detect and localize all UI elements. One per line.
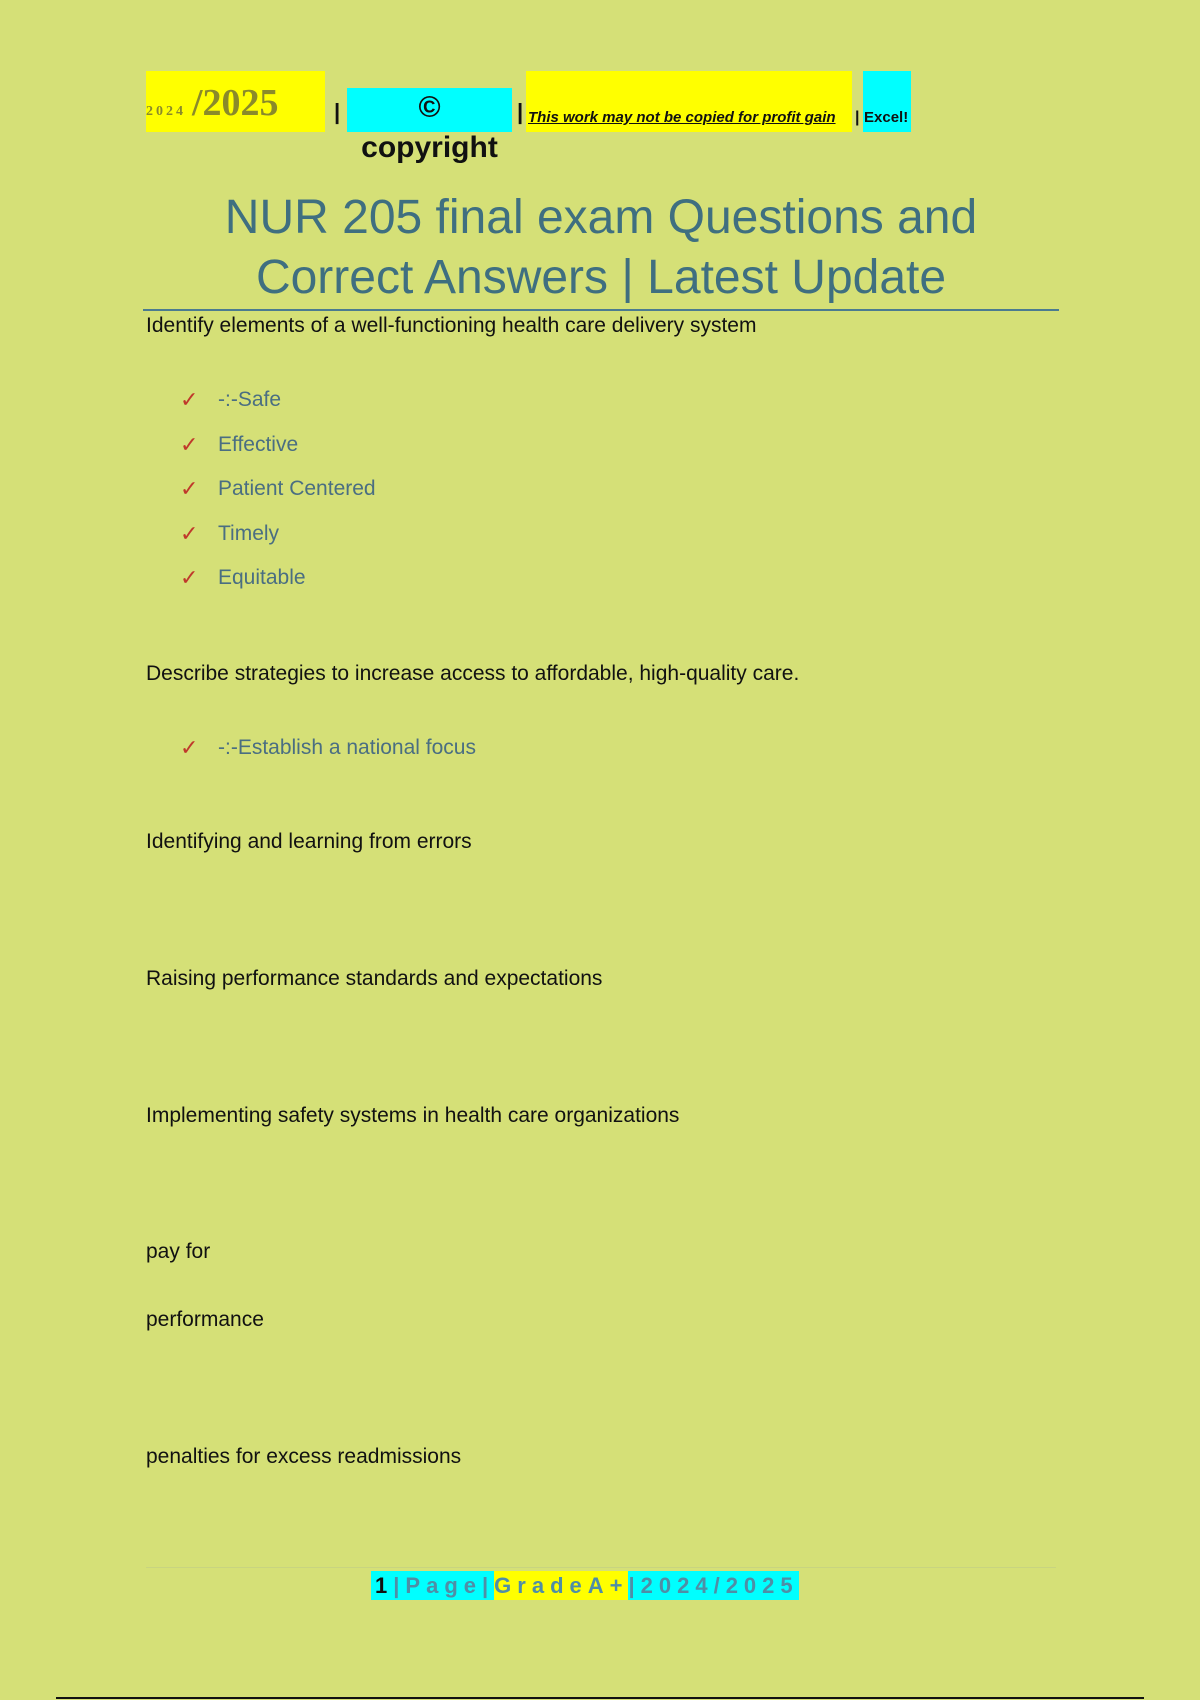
answer-list-1: [180, 378, 376, 601]
paragraph-errors: Identifying and learning from errors: [146, 830, 472, 853]
check-icon: ✓: [180, 431, 199, 457]
copyright-badge: © copyright: [347, 88, 512, 132]
paragraph-penalties: penalties for excess readmissions: [146, 1445, 462, 1468]
excel-text: Excel!: [864, 109, 909, 126]
list-item: [180, 378, 376, 423]
header-strip: [146, 71, 911, 164]
answer-list-2: [180, 726, 476, 771]
page-footer: [371, 1571, 799, 1600]
answer-text: Patient Centered: [218, 477, 376, 500]
page-label: |Page|: [393, 1573, 495, 1598]
page-title: [146, 188, 1056, 308]
header-separator: |: [517, 99, 524, 124]
grade-label: GradeA+: [494, 1573, 629, 1598]
list-item: [180, 512, 376, 557]
footer-year: |2024/2025: [628, 1573, 799, 1598]
list-item: [180, 467, 376, 512]
paragraph-safety: Implementing safety systems in health care organizations: [146, 1104, 680, 1127]
copy-notice-badge: [526, 71, 852, 132]
header-separator: |: [855, 109, 860, 126]
title-line-1: NUR 205 final exam Questions and: [224, 191, 978, 244]
answer-text: -:-Establish a national focus: [218, 736, 476, 759]
page-bottom-border: [56, 1697, 1144, 1699]
copy-notice-text: This work may not be copied for profit gain: [528, 109, 836, 126]
check-icon: ✓: [180, 565, 199, 590]
year-big: /2025: [192, 82, 279, 124]
footer-divider: [146, 1567, 1056, 1568]
list-item: [180, 556, 376, 601]
answer-text: -:-Safe: [218, 388, 282, 411]
year-badge: [146, 71, 325, 132]
check-icon: ✓: [180, 476, 199, 501]
answer-text: Equitable: [218, 566, 306, 589]
question-2: Describe strategies to increase access to affordable, high-quality care.: [146, 662, 800, 685]
list-item: [180, 726, 476, 771]
title-line-2: Correct Answers | Latest Update: [255, 251, 947, 304]
title-divider: [143, 309, 1059, 311]
page-number: 1: [371, 1571, 393, 1600]
check-icon: ✓: [180, 387, 199, 412]
list-item: [180, 423, 376, 468]
check-icon: ✓: [180, 520, 199, 546]
paragraph-pay-for: pay for: [146, 1240, 211, 1263]
question-1: Identify elements of a well-functioning health care delivery system: [146, 314, 757, 337]
paragraph-performance: performance: [146, 1308, 264, 1331]
header-separator: |: [334, 99, 341, 124]
answer-text: Timely: [218, 521, 280, 545]
check-icon: ✓: [180, 735, 199, 760]
excel-badge: [863, 71, 911, 132]
paragraph-standards: Raising performance standards and expectations: [146, 967, 603, 990]
answer-text: Effective: [218, 432, 299, 456]
year-small: 2024: [146, 104, 186, 119]
